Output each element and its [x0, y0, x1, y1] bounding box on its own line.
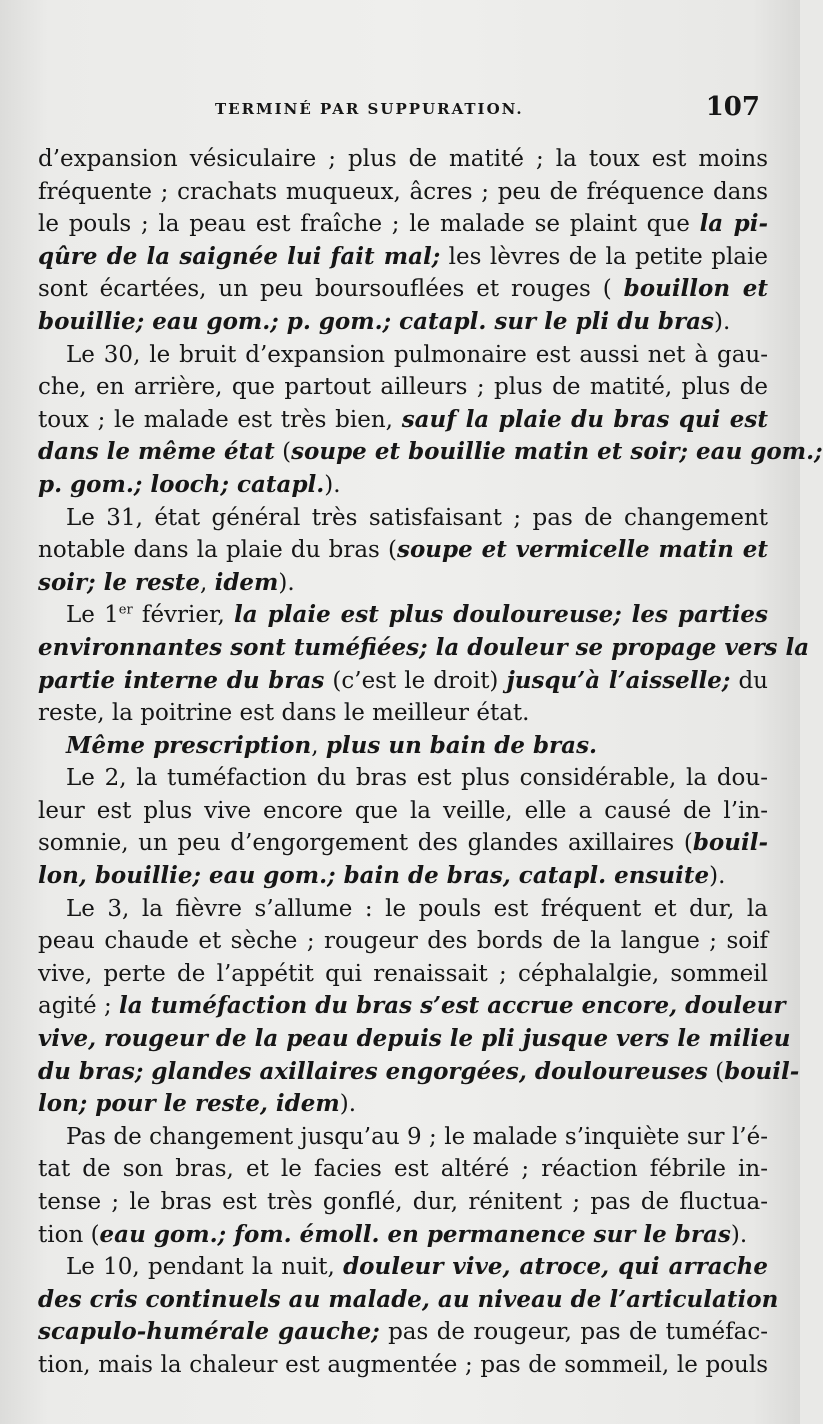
text-line [38, 1023, 791, 1056]
text-line [38, 1088, 768, 1121]
text-segment: le pouls ; la peau est fraîche ; le malade se plaint que [38, 211, 700, 238]
text-segment: ). [713, 308, 731, 335]
text-segment: ). [278, 569, 295, 596]
text-line [38, 1251, 768, 1284]
text-segment: Le 2, la tuméfaction du bras est plus considérable, la dou- [66, 765, 768, 792]
text-segment: février, [132, 602, 235, 629]
text-segment: ). [324, 471, 341, 498]
text-segment: , [199, 569, 215, 596]
italic-text: eau gom.; fom. émoll. en permanence sur le bras [99, 1220, 731, 1248]
text-line [38, 1186, 768, 1219]
italic-text: soupe et vermicelle matin et [397, 536, 768, 564]
text-segment: d’expansion vésiculaire ; plus de matité ; la toux est moins [38, 146, 768, 172]
italic-text: bouil- [692, 829, 768, 857]
italic-text: soupe et bouillie matin et soir; eau gom.; [291, 438, 823, 466]
text-segment: du [730, 667, 768, 694]
text-line [38, 990, 786, 1023]
italic-text: du bras; glandes axillaires engorgées, douloureuses [38, 1057, 708, 1085]
running-head: TERMINÉ PAR SUPPURATION. [215, 100, 524, 118]
italic-text: dans le même état [38, 438, 275, 466]
text-segment: vive, perte de l’appétit qui renaissait ; céphalalgie, sommeil [38, 960, 768, 987]
text-line [38, 371, 768, 404]
text-line [38, 1219, 768, 1252]
italic-text: plus un bain de bras. [325, 731, 598, 759]
text-line [38, 762, 768, 795]
text-segment: tion, mais la chaleur est augmentée ; pas de sommeil, le pouls [38, 1351, 768, 1378]
text-segment: Le 10, pendant la nuit, [66, 1254, 344, 1281]
text-segment: toux ; le malade est très bien, [38, 406, 402, 433]
italic-text: soir; le reste [38, 568, 200, 596]
text-line [38, 1316, 768, 1349]
text-line [38, 958, 768, 991]
text-line [38, 827, 768, 860]
text-line [38, 534, 768, 567]
text-line [38, 176, 768, 209]
italic-text: sauf la plaie du bras qui est [401, 405, 768, 433]
italic-text: la pi- [699, 210, 768, 238]
text-segment: agité ; [38, 993, 120, 1020]
text-line [38, 599, 768, 632]
text-line [38, 1121, 768, 1154]
italic-text: lon; pour le reste, idem [38, 1090, 340, 1118]
text-line [38, 273, 768, 306]
text-line [38, 1056, 800, 1089]
text-segment: ). [339, 1091, 357, 1118]
page-header [40, 92, 760, 128]
text-segment: pas de rougeur, pas de tuméfac- [379, 1319, 769, 1346]
italic-text: la tuméfaction du bras s’est accrue encore, douleur [119, 992, 786, 1020]
text-segment: ( [274, 439, 292, 466]
text-segment: somnie, un peu d’engorgement des glandes axillaires ( [38, 830, 693, 857]
italic-text: bouil- [724, 1057, 800, 1085]
text-line [38, 730, 768, 763]
text-line [38, 567, 768, 600]
text-segment: che, en arrière, que partout ailleurs ; plus de matité, plus de [38, 374, 768, 401]
text-line [38, 697, 768, 730]
text-line [38, 143, 768, 176]
text-segment: , [311, 732, 326, 759]
italic-text: des cris continuels au malade, au niveau de l’articulation [38, 1285, 779, 1313]
body-text [38, 143, 823, 1382]
italic-text: vive, rougeur de la peau depuis le pli jusque vers le milieu [38, 1025, 791, 1053]
text-line [38, 1153, 768, 1186]
superscript: er [118, 602, 133, 618]
text-segment: Pas de changement jusqu’au 9 ; le malade s’inquiète sur l’é- [66, 1123, 768, 1150]
text-segment: fréquente ; crachats muqueux, âcres ; peu de fréquence dans [38, 178, 768, 205]
text-segment: sont écartées, un peu boursouflées et rouges ( [38, 276, 624, 303]
text-line [38, 632, 810, 665]
page-number: 107 [705, 92, 760, 122]
text-line [38, 795, 768, 828]
italic-text: la plaie est plus douloureuse; les parties [234, 601, 768, 629]
italic-text: idem [214, 568, 279, 596]
text-segment: ). [709, 863, 726, 890]
italic-text: scapulo-humérale gauche; [38, 1318, 380, 1346]
italic-text: partie interne du bras [38, 666, 325, 694]
text-segment: les lèvres de la petite plaie [440, 243, 768, 270]
text-segment: notable dans la plaie du bras ( [38, 537, 397, 564]
text-segment: tion ( [38, 1221, 100, 1248]
text-segment: tat de son bras, et le facies est altéré ; réaction fébrile in- [38, 1156, 768, 1183]
text-segment: (c’est le droit) [324, 667, 507, 694]
italic-text: bouillon et [623, 275, 768, 303]
text-line [38, 339, 768, 372]
text-line [38, 925, 768, 958]
italic-text: jusqu’à l’aisselle; [506, 666, 731, 694]
text-line [38, 208, 768, 241]
text-line [38, 436, 823, 469]
text-segment: Le 30, le bruit d’expansion pulmonaire est aussi net à gau- [66, 341, 768, 368]
text-segment: leur est plus vive encore que la veille, elle a causé de l’in- [38, 797, 768, 824]
text-line [38, 502, 768, 535]
text-segment: Le 31, état général très satisfaisant ; pas de changement [66, 504, 768, 531]
text-line [38, 404, 768, 437]
text-segment: Le 3, la fièvre s’allume : le pouls est fréquent et dur, la [66, 895, 768, 922]
italic-text: qûre de la saignée lui fait mal; [38, 242, 441, 270]
italic-text: bouillie; eau gom.; p. gom.; catapl. sur le pli du bras [38, 307, 714, 335]
text-line [38, 1349, 768, 1382]
text-segment: tense ; le bras est très gonflé, dur, rénitent ; pas de fluctua- [38, 1189, 768, 1215]
text-line [38, 1284, 779, 1317]
text-line [38, 860, 768, 893]
italic-text: lon, bouillie; eau gom.; bain de bras, catapl. ensuite [38, 862, 710, 890]
italic-text: environnantes sont tuméfiées; la douleur se propage vers la [38, 633, 810, 661]
text-segment: reste, la poitrine est dans le meilleur état. [38, 700, 530, 727]
italic-text: p. gom.; looch; catapl. [38, 470, 325, 498]
text-line [38, 241, 768, 274]
italic-text: douleur vive, atroce, qui arrache [343, 1253, 768, 1281]
italic-text: Même prescription [66, 731, 312, 759]
text-line [38, 469, 768, 502]
text-line [38, 893, 768, 926]
text-segment: ). [730, 1221, 748, 1248]
text-line [38, 306, 768, 339]
text-segment: peau chaude et sèche ; rougeur des bords de la langue ; soif [38, 928, 768, 955]
text-line [38, 665, 768, 698]
text-segment: Le 1 [66, 602, 119, 629]
text-segment: ( [707, 1058, 725, 1085]
